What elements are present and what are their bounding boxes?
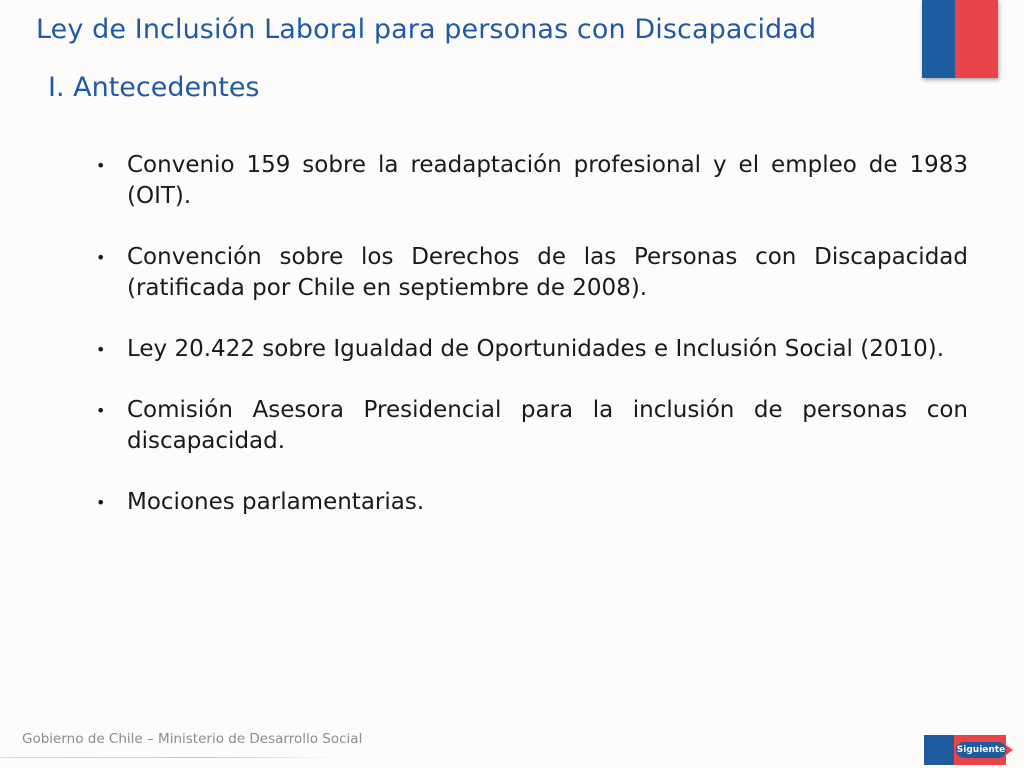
section-heading: I. Antecedentes [48, 72, 260, 103]
bullet-text: Ley 20.422 sobre Igualdad de Oportunidades e Inclusión Social (2010). [127, 336, 945, 362]
bullet-text: Mociones parlamentarias. [127, 489, 425, 515]
bullet-dot-icon: • [96, 401, 106, 420]
footer-ministry-text: Gobierno de Chile – Ministerio de Desarrollo Social [22, 731, 363, 747]
bullet-dot-icon: • [96, 340, 106, 359]
bullet-item [92, 334, 968, 365]
slide-title: Ley de Inclusión Laboral para personas con Discapacidad [36, 14, 817, 45]
flag-red-stripe [955, 0, 998, 78]
footer-divider [0, 757, 340, 758]
bullet-dot-icon: • [96, 248, 106, 267]
bullet-item [92, 487, 968, 518]
bullet-text: Convención sobre los Derechos de las Personas con Discapacidad (ratificada por Chile en septiembre de 2008). [127, 244, 968, 301]
bullet-item [92, 242, 968, 304]
next-button-label[interactable]: Siguiente [956, 742, 1006, 758]
bullet-list [92, 150, 968, 548]
next-button-blue-block [924, 735, 954, 765]
bullet-dot-icon: • [96, 156, 106, 175]
next-slide-button[interactable] [924, 735, 1006, 765]
flag-blue-stripe [922, 0, 955, 78]
arrow-right-icon [1006, 745, 1013, 755]
chile-flag-logo [922, 0, 998, 78]
bullet-dot-icon: • [96, 493, 106, 512]
bullet-item [92, 150, 968, 212]
bullet-text: Comisión Asesora Presidencial para la inclusión de personas con discapacidad. [127, 397, 968, 454]
bullet-item [92, 395, 968, 457]
bullet-text: Convenio 159 sobre la readaptación profesional y el empleo de 1983 (OIT). [127, 152, 968, 209]
